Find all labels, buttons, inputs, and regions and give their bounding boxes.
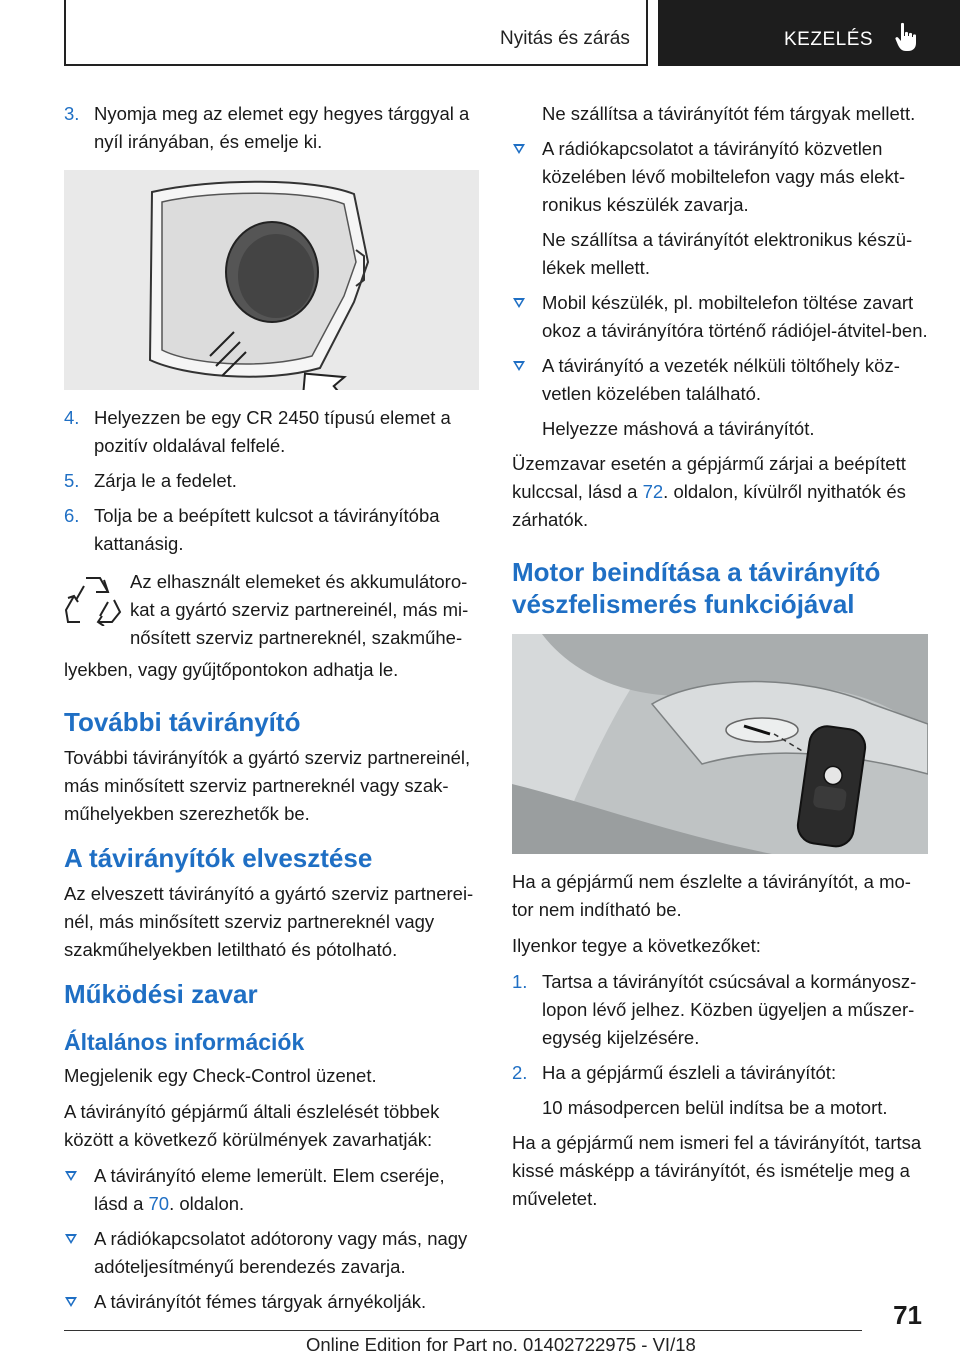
emergency-text: Üzemzavar esetén a gépjármű zárjai a beépített kulccsal, lásd a	[512, 453, 906, 502]
header-rule-bottom	[64, 64, 648, 66]
triangle-bullet-icon	[65, 1234, 77, 1244]
bullet-mobile-phone	[512, 135, 928, 219]
start-step-1	[512, 968, 928, 1052]
step-text: Nyomja meg az elemet egy hegyes tárggyal a nyíl irányában, és emelje ki.	[94, 103, 470, 152]
bullet-mobile-phone-advice: Ne szállítsa a távirányítót elektronikus készü-lékek mellett.	[542, 229, 913, 278]
recycling-text: Az elhasznált elemeket és akkumulátoro-kat a gyártó szerviz partnereinél, más mi-nősített szerviz partnereknél, szakműhe-	[130, 571, 469, 648]
bullet-wireless-charger	[512, 352, 928, 408]
step-6	[64, 502, 479, 558]
step-5	[64, 467, 479, 495]
paragraph-check-control: Megjelenik egy Check-Control üzenet.	[64, 1065, 377, 1086]
paragraph-not-detected: Ha a gépjármű nem észlelte a távirányítót, a mo-tor nem indítható be.	[512, 871, 911, 920]
header-rule-right	[646, 0, 648, 66]
step-text: Zárja le a fedelet.	[94, 470, 237, 491]
bullet-text: A rádiókapcsolatot a távirányító közvetlen közelében lévő mobiltelefon vagy más elekt-ronikus készülék zavarja.	[542, 138, 905, 215]
bullet-battery	[64, 1162, 479, 1218]
recycling-text-tail: lyekben, vagy gyűjtőpontokon adhatja le.	[64, 659, 399, 680]
step-3	[64, 100, 479, 156]
paragraph-detection: A távirányító gépjármű általi észlelését többek között a következő körülmények zavarhatják:	[64, 1101, 440, 1150]
bullet-text: A távirányítót fémes tárgyak árnyékolják.	[94, 1291, 427, 1312]
paragraph-retry: Ha a gépjármű nem ismeri fel a távirányítót, tartsa kissé másképp a távirányítót, és ismételje meg a műveletet.	[512, 1132, 922, 1209]
bullet-phone-charging	[512, 289, 928, 345]
header-chapter-tab[interactable]	[658, 0, 960, 66]
battery-removal-figure	[64, 170, 479, 390]
page-number: 71	[893, 1300, 922, 1330]
bullet-text: A távirányító eleme lemerült. Elem cseréje, lásd a	[94, 1165, 445, 1214]
step-text: Ha a gépjármű észleli a távirányítót:	[542, 1062, 837, 1083]
triangle-bullet-icon	[65, 1297, 77, 1307]
bullet-radio-tower	[64, 1225, 479, 1281]
triangle-bullet-icon	[513, 298, 525, 308]
key-fob-battery-illustration	[64, 170, 479, 390]
bullet-wireless-charger-advice: Helyezze máshová a távirányítót.	[542, 418, 815, 439]
emergency-text-end: . oldalon, kívülről nyithatók és zárhatók.	[512, 481, 906, 530]
recycling-note	[64, 568, 479, 652]
header-section-title: Nyitás és zárás	[500, 28, 630, 49]
paragraph-extra-remote: További távirányítók a gyártó szerviz partnereinél, más minősített szerviz partnereknél vagy szak-műhelyekben szerezhetők be.	[64, 747, 471, 824]
step-text: Tolja be a beépített kulcsot a távirányítóba kattanásig.	[94, 505, 440, 554]
steering-column-illustration	[512, 634, 928, 854]
heading-general-info: Általános információk	[64, 1029, 305, 1055]
step-number: 6.	[64, 505, 80, 526]
step-4	[64, 404, 479, 460]
step-text: Tartsa a távirányítót csúcsával a kormányosz-lopon lévő jelhez. Közben ügyeljen a műszer-egység kijelzésére.	[542, 971, 917, 1048]
page-link-70[interactable]: 70	[148, 1193, 170, 1214]
right-column	[512, 100, 928, 1221]
pointing-hand-icon	[895, 22, 921, 52]
start-step-2-detail: 10 másodpercen belül indítsa be a motort.	[542, 1097, 888, 1118]
triangle-bullet-icon	[513, 361, 525, 371]
footer-edition: Online Edition for Part no. 01402722975 - VI/18	[306, 1334, 696, 1355]
heading-lost-remote: A távirányítók elvesztése	[64, 843, 373, 873]
triangle-bullet-icon	[65, 1171, 77, 1181]
bullet-text: A rádiókapcsolatot adótorony vagy más, nagy adóteljesítményű berendezés zavarja.	[94, 1228, 468, 1277]
page-link-72[interactable]: 72	[642, 481, 664, 502]
header-chapter-label: KEZELÉS	[784, 29, 874, 50]
heading-malfunction: Működési zavar	[64, 979, 258, 1009]
start-step-2	[512, 1059, 928, 1087]
paragraph-metal-continued: Ne szállítsa a távirányítót fém tárgyak mellett.	[542, 103, 916, 124]
heading-extra-remote: További távirányító	[64, 707, 301, 737]
paragraph-emergency-key	[512, 450, 928, 534]
step-number: 1.	[512, 971, 528, 992]
bullet-metal-objects	[64, 1288, 479, 1316]
bullet-text-end: . oldalon.	[169, 1193, 245, 1214]
paragraph-lost-remote: Az elveszett távirányító a gyártó szerviz partnerei-nél, más minősített szerviz partnereknél vagy szakműhelyekben letiltható és pótolható.	[64, 883, 474, 960]
paragraph-then: Ilyenkor tegye a következőket:	[512, 935, 761, 956]
step-number: 2.	[512, 1062, 528, 1083]
step-text: Helyezzen be egy CR 2450 típusú elemet a pozitív oldalával felfelé.	[94, 407, 451, 456]
left-column	[64, 100, 479, 1323]
header-rule-left	[64, 0, 66, 66]
bullet-text: Mobil készülék, pl. mobiltelefon töltése zavart okoz a távirányítóra történő rádiójel-átvitel-ben.	[542, 292, 928, 341]
bullet-text: A távirányító a vezeték nélküli töltőhely köz-vetlen közelében található.	[542, 355, 900, 404]
step-number: 4.	[64, 407, 80, 428]
step-number: 3.	[64, 103, 80, 124]
step-number: 5.	[64, 470, 80, 491]
steering-column-figure	[512, 634, 928, 854]
heading-emergency-start: Motor beindítása a távirányító vészfelismerés funkciójával	[512, 557, 881, 619]
triangle-bullet-icon	[513, 144, 525, 154]
recycle-icon	[64, 572, 122, 626]
footer-rule	[64, 1330, 862, 1331]
